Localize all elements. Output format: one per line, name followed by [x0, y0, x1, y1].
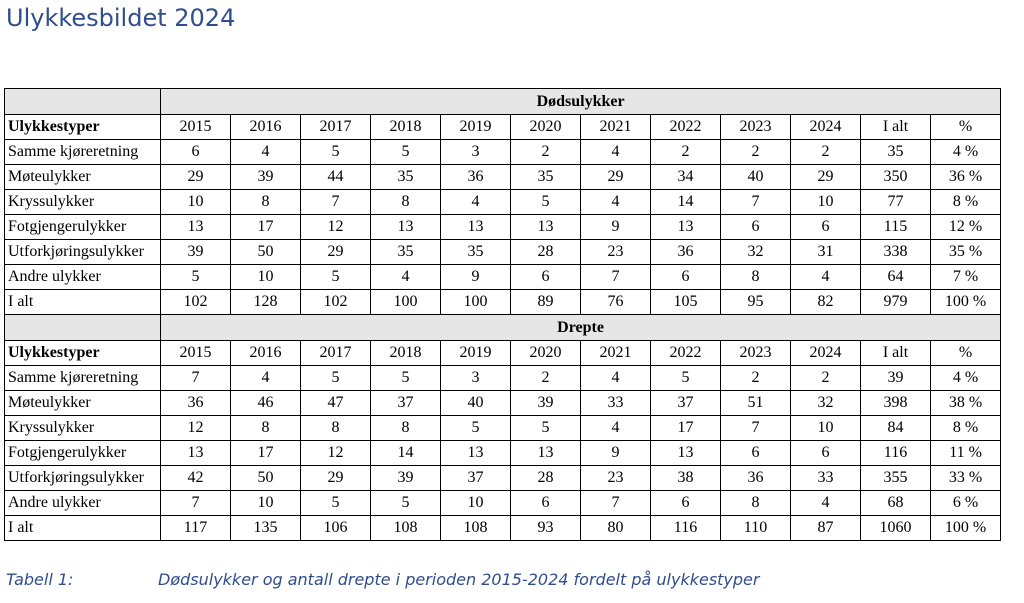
- data-cell: 42: [161, 466, 231, 491]
- column-header: 2019: [441, 115, 511, 140]
- data-cell: 13: [441, 215, 511, 240]
- data-cell: 39: [861, 366, 931, 391]
- data-cell: 6: [791, 215, 861, 240]
- data-cell: 8: [371, 190, 441, 215]
- row-label: Andre ulykker: [5, 265, 161, 290]
- table-row: [5, 215, 1001, 240]
- data-cell: 2: [791, 140, 861, 165]
- row-label: Samme kjøreretning: [5, 140, 161, 165]
- row-label: Fotgjengerulykker: [5, 441, 161, 466]
- table-row: [5, 466, 1001, 491]
- data-cell: 13: [371, 215, 441, 240]
- section-title-row: [5, 89, 1001, 115]
- column-header: 2024: [791, 341, 861, 366]
- column-header: 2022: [651, 341, 721, 366]
- data-cell: 398: [861, 391, 931, 416]
- data-cell: 7 %: [931, 265, 1001, 290]
- column-header: 2017: [301, 341, 371, 366]
- data-cell: 4: [791, 265, 861, 290]
- data-cell: 7: [161, 366, 231, 391]
- total-cell: 979: [861, 290, 931, 315]
- data-cell: 13: [511, 441, 581, 466]
- row-label: Utforkjøringsulykker: [5, 466, 161, 491]
- total-cell: 100: [441, 290, 511, 315]
- data-cell: 68: [861, 491, 931, 516]
- data-cell: 6: [161, 140, 231, 165]
- data-cell: 12 %: [931, 215, 1001, 240]
- data-cell: 6: [511, 265, 581, 290]
- total-row: [5, 516, 1001, 541]
- data-cell: 36: [651, 240, 721, 265]
- column-header: 2023: [721, 115, 791, 140]
- total-cell: 135: [231, 516, 301, 541]
- data-cell: 9: [581, 215, 651, 240]
- data-cell: 7: [721, 416, 791, 441]
- data-cell: 13: [161, 441, 231, 466]
- data-cell: 6: [651, 491, 721, 516]
- header-row: [5, 115, 1001, 140]
- data-cell: 8: [371, 416, 441, 441]
- column-header: 2018: [371, 341, 441, 366]
- page-title: Ulykkesbildet 2024: [6, 4, 236, 32]
- data-cell: 8: [301, 416, 371, 441]
- data-cell: 29: [791, 165, 861, 190]
- data-cell: 5: [371, 491, 441, 516]
- data-cell: 37: [371, 391, 441, 416]
- data-cell: 338: [861, 240, 931, 265]
- total-cell: 128: [231, 290, 301, 315]
- column-header: 2016: [231, 341, 301, 366]
- data-cell: 7: [301, 190, 371, 215]
- data-cell: 10: [791, 190, 861, 215]
- data-cell: 9: [441, 265, 511, 290]
- total-cell: 87: [791, 516, 861, 541]
- data-cell: 4: [441, 190, 511, 215]
- total-cell: 108: [441, 516, 511, 541]
- data-cell: 6: [791, 441, 861, 466]
- total-cell: 105: [651, 290, 721, 315]
- data-cell: 8: [231, 416, 301, 441]
- data-cell: 36: [721, 466, 791, 491]
- data-cell: 40: [721, 165, 791, 190]
- data-cell: 5: [441, 416, 511, 441]
- data-cell: 4: [581, 190, 651, 215]
- column-header: 2016: [231, 115, 301, 140]
- total-cell: 100 %: [931, 290, 1001, 315]
- data-cell: 350: [861, 165, 931, 190]
- data-cell: 5: [301, 366, 371, 391]
- data-cell: 38: [651, 466, 721, 491]
- data-cell: 50: [231, 466, 301, 491]
- data-cell: 39: [511, 391, 581, 416]
- caption-text: Dødsulykker og antall drepte i perioden 2015-2024 fordelt på ulykkestyper: [158, 570, 760, 589]
- total-cell: 76: [581, 290, 651, 315]
- total-cell: 89: [511, 290, 581, 315]
- data-cell: 17: [231, 441, 301, 466]
- data-cell: 4: [581, 140, 651, 165]
- data-cell: 51: [721, 391, 791, 416]
- table-caption: [6, 570, 759, 589]
- data-cell: 3: [441, 366, 511, 391]
- data-cell: 17: [231, 215, 301, 240]
- column-header: 2020: [511, 341, 581, 366]
- data-cell: 12: [301, 441, 371, 466]
- data-cell: 33 %: [931, 466, 1001, 491]
- total-cell: 102: [301, 290, 371, 315]
- data-cell: 2: [511, 366, 581, 391]
- accident-statistics-table: [4, 88, 1001, 541]
- section-corner-cell: [5, 89, 161, 115]
- total-cell: 80: [581, 516, 651, 541]
- data-cell: 10: [441, 491, 511, 516]
- data-cell: 39: [161, 240, 231, 265]
- data-cell: 13: [511, 215, 581, 240]
- data-cell: 4: [581, 416, 651, 441]
- data-cell: 29: [161, 165, 231, 190]
- data-cell: 35: [441, 240, 511, 265]
- data-cell: 2: [721, 140, 791, 165]
- data-cell: 32: [721, 240, 791, 265]
- section-title: Drepte: [161, 315, 1001, 341]
- total-cell: 106: [301, 516, 371, 541]
- data-cell: 4 %: [931, 140, 1001, 165]
- row-label: Fotgjengerulykker: [5, 215, 161, 240]
- total-cell: 100 %: [931, 516, 1001, 541]
- data-cell: 7: [721, 190, 791, 215]
- data-cell: 29: [301, 466, 371, 491]
- data-cell: 33: [791, 466, 861, 491]
- data-cell: 37: [651, 391, 721, 416]
- table-row: [5, 441, 1001, 466]
- total-cell: 116: [651, 516, 721, 541]
- data-cell: 36 %: [931, 165, 1001, 190]
- data-cell: 10: [161, 190, 231, 215]
- column-header: 2020: [511, 115, 581, 140]
- data-cell: 10: [791, 416, 861, 441]
- data-cell: 10: [231, 491, 301, 516]
- data-cell: 6: [721, 215, 791, 240]
- data-cell: 35: [371, 165, 441, 190]
- data-cell: 23: [581, 466, 651, 491]
- total-cell: 102: [161, 290, 231, 315]
- data-cell: 64: [861, 265, 931, 290]
- data-cell: 23: [581, 240, 651, 265]
- data-cell: 5: [161, 265, 231, 290]
- data-cell: 35: [511, 165, 581, 190]
- data-cell: 39: [231, 165, 301, 190]
- data-cell: 2: [651, 140, 721, 165]
- data-cell: 13: [441, 441, 511, 466]
- table-row: [5, 165, 1001, 190]
- data-cell: 5: [511, 190, 581, 215]
- total-label: I alt: [5, 516, 161, 541]
- data-cell: 29: [301, 240, 371, 265]
- data-cell: 13: [651, 215, 721, 240]
- data-cell: 4: [231, 140, 301, 165]
- column-header: %: [931, 115, 1001, 140]
- data-cell: 5: [301, 265, 371, 290]
- column-header: I alt: [861, 115, 931, 140]
- column-header: 2023: [721, 341, 791, 366]
- data-cell: 39: [371, 466, 441, 491]
- column-header: 2019: [441, 341, 511, 366]
- row-label: Utforkjøringsulykker: [5, 240, 161, 265]
- header-row: [5, 341, 1001, 366]
- column-header-type: Ulykkestyper: [5, 115, 161, 140]
- table-row: [5, 416, 1001, 441]
- column-header: 2015: [161, 341, 231, 366]
- row-label: Andre ulykker: [5, 491, 161, 516]
- total-cell: 93: [511, 516, 581, 541]
- data-cell: 32: [791, 391, 861, 416]
- data-cell: 7: [581, 491, 651, 516]
- data-cell: 6 %: [931, 491, 1001, 516]
- data-cell: 50: [231, 240, 301, 265]
- data-cell: 5: [301, 491, 371, 516]
- data-cell: 5: [301, 140, 371, 165]
- data-cell: 31: [791, 240, 861, 265]
- total-cell: 108: [371, 516, 441, 541]
- data-cell: 355: [861, 466, 931, 491]
- column-header: 2024: [791, 115, 861, 140]
- data-cell: 36: [161, 391, 231, 416]
- data-cell: 14: [651, 190, 721, 215]
- data-cell: 33: [581, 391, 651, 416]
- total-row: [5, 290, 1001, 315]
- data-cell: 35 %: [931, 240, 1001, 265]
- table-row: [5, 240, 1001, 265]
- column-header: 2021: [581, 115, 651, 140]
- row-label: Kryssulykker: [5, 190, 161, 215]
- data-cell: 4: [231, 366, 301, 391]
- data-cell: 11 %: [931, 441, 1001, 466]
- data-cell: 28: [511, 466, 581, 491]
- data-cell: 7: [581, 265, 651, 290]
- total-label: I alt: [5, 290, 161, 315]
- data-cell: 10: [231, 265, 301, 290]
- data-cell: 13: [651, 441, 721, 466]
- total-cell: 117: [161, 516, 231, 541]
- data-cell: 47: [301, 391, 371, 416]
- data-cell: 8: [231, 190, 301, 215]
- data-cell: 116: [861, 441, 931, 466]
- data-cell: 84: [861, 416, 931, 441]
- data-cell: 9: [581, 441, 651, 466]
- column-header-type: Ulykkestyper: [5, 341, 161, 366]
- row-label: Samme kjøreretning: [5, 366, 161, 391]
- column-header: I alt: [861, 341, 931, 366]
- row-label: Kryssulykker: [5, 416, 161, 441]
- column-header: 2018: [371, 115, 441, 140]
- total-cell: 95: [721, 290, 791, 315]
- column-header: 2021: [581, 341, 651, 366]
- data-cell: 8 %: [931, 416, 1001, 441]
- data-cell: 35: [371, 240, 441, 265]
- section-title: Dødsulykker: [161, 89, 1001, 115]
- data-cell: 77: [861, 190, 931, 215]
- data-cell: 5: [651, 366, 721, 391]
- data-cell: 4: [371, 265, 441, 290]
- data-cell: 29: [581, 165, 651, 190]
- total-cell: 100: [371, 290, 441, 315]
- data-cell: 115: [861, 215, 931, 240]
- data-cell: 38 %: [931, 391, 1001, 416]
- table-row: [5, 265, 1001, 290]
- data-cell: 6: [721, 441, 791, 466]
- data-cell: 5: [371, 366, 441, 391]
- total-cell: 110: [721, 516, 791, 541]
- data-cell: 12: [161, 416, 231, 441]
- data-cell: 13: [161, 215, 231, 240]
- row-label: Møteulykker: [5, 165, 161, 190]
- column-header: %: [931, 341, 1001, 366]
- data-cell: 34: [651, 165, 721, 190]
- table-row: [5, 491, 1001, 516]
- data-cell: 36: [441, 165, 511, 190]
- data-cell: 4: [581, 366, 651, 391]
- data-cell: 2: [511, 140, 581, 165]
- column-header: 2022: [651, 115, 721, 140]
- data-cell: 40: [441, 391, 511, 416]
- data-cell: 2: [721, 366, 791, 391]
- data-cell: 35: [861, 140, 931, 165]
- table-row: [5, 391, 1001, 416]
- data-cell: 14: [371, 441, 441, 466]
- column-header: 2017: [301, 115, 371, 140]
- data-cell: 12: [301, 215, 371, 240]
- data-cell: 8 %: [931, 190, 1001, 215]
- total-cell: 82: [791, 290, 861, 315]
- data-cell: 4 %: [931, 366, 1001, 391]
- data-cell: 5: [511, 416, 581, 441]
- data-cell: 6: [511, 491, 581, 516]
- data-cell: 28: [511, 240, 581, 265]
- table-row: [5, 366, 1001, 391]
- section-corner-cell: [5, 315, 161, 341]
- data-cell: 7: [161, 491, 231, 516]
- data-cell: 46: [231, 391, 301, 416]
- section-title-row: [5, 315, 1001, 341]
- caption-number: Tabell 1:: [6, 570, 74, 589]
- data-cell: 37: [441, 466, 511, 491]
- data-cell: 2: [791, 366, 861, 391]
- column-header: 2015: [161, 115, 231, 140]
- total-cell: 1060: [861, 516, 931, 541]
- data-cell: 6: [651, 265, 721, 290]
- data-cell: 4: [791, 491, 861, 516]
- data-cell: 3: [441, 140, 511, 165]
- row-label: Møteulykker: [5, 391, 161, 416]
- table-row: [5, 190, 1001, 215]
- data-cell: 5: [371, 140, 441, 165]
- data-cell: 44: [301, 165, 371, 190]
- data-cell: 17: [651, 416, 721, 441]
- data-cell: 8: [721, 265, 791, 290]
- table-row: [5, 140, 1001, 165]
- data-cell: 8: [721, 491, 791, 516]
